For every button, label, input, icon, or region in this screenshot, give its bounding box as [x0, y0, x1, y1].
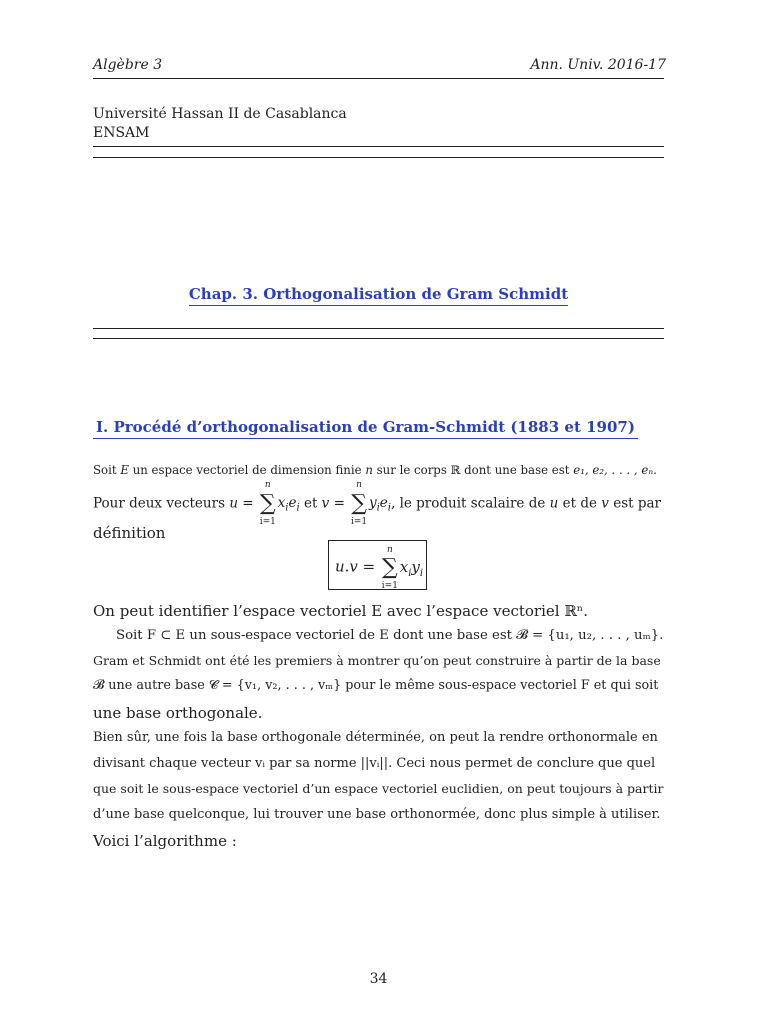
- paragraph-3-line-1: Soit F ⊂ E un sous-espace vectoriel de E dont une base est 𝓑 = {u₁, u₂, . . . , uₘ}.: [116, 628, 664, 643]
- chapter-rule-2: [93, 338, 664, 339]
- institution-name: Université Hassan II de Casablanca: [93, 106, 347, 122]
- text-span: un espace vectoriel de dimension finie: [132, 463, 362, 477]
- paragraph-4-line-4: d’une base quelconque, lui trouver une base orthonormée, donc plus simple à utiliser.: [93, 807, 661, 822]
- paragraph-5: Voici l’algorithme :: [93, 832, 237, 850]
- sum-symbol: n ∑ i=1: [381, 545, 398, 591]
- text-span: , le produit scalaire de: [390, 495, 546, 512]
- scalar-product-formula-box: [328, 540, 427, 590]
- institution-school: ENSAM: [93, 125, 150, 141]
- chapter-rule-1: [93, 328, 664, 329]
- paragraph-4-line-2: divisant chaque vecteur vᵢ par sa norme ||vᵢ||. Ceci nous permet de conclure que quel: [93, 756, 656, 771]
- paragraph-2: On peut identifier l’espace vectoriel E avec l’espace vectoriel ℝⁿ.: [93, 602, 589, 620]
- chapter-title-wrap: [0, 285, 757, 303]
- sum-symbol: n ∑ i=1: [351, 480, 368, 528]
- paragraph-1-line-2: Pour deux vecteurs u = n ∑ i=1 $x_ie_i$ et v = n ∑ i=1 $y_ie_i$, le produit scalaire de u et de v est par: [93, 480, 662, 528]
- institution-rule-2: [93, 157, 664, 158]
- paragraph-4-line-3: que soit le sous-espace vectoriel d’un espace vectoriel euclidien, on peut toujours à partir: [93, 781, 664, 796]
- section-title: I. Procédé d’orthogonalisation de Gram-Schmidt (1883 et 1907): [93, 418, 638, 439]
- header-rule: [93, 78, 664, 79]
- running-header-left: Algèbre 3: [93, 57, 163, 73]
- paragraph-1-line-3: définition: [93, 524, 166, 542]
- page-number: 34: [369, 971, 388, 987]
- institution-rule-1: [93, 146, 664, 147]
- text-span: Pour deux vecteurs: [93, 495, 226, 512]
- text-span: et de: [562, 495, 597, 512]
- math-basis: e₁, e₂, . . . , eₙ.: [573, 463, 657, 477]
- sum-symbol: n ∑ i=1: [259, 480, 276, 528]
- paragraph-3-line-4: une base orthogonale.: [93, 704, 263, 722]
- text-span: Soit: [93, 463, 117, 477]
- chapter-title: Chap. 3. Orthogonalisation de Gram Schmidt: [189, 285, 568, 306]
- scalar-product-formula: u.v = n ∑ i=1 $x_iy_i$: [335, 545, 424, 591]
- paragraph-1-line-1: Soit E un espace vectoriel de dimension finie n sur le corps ℝ dont une base est e₁, e₂, . . . , eₙ.: [93, 463, 657, 477]
- paragraph-3-line-2: Gram et Schmidt ont été les premiers à montrer qu’on peut construire à partir de la base: [93, 653, 661, 668]
- text-span: est par: [613, 495, 662, 512]
- section-title-wrap: [93, 418, 638, 439]
- paragraph-3-line-3: 𝓑 une autre base 𝓒 = {v₁, v₂, . . . , vₘ} pour le même sous-espace vectoriel F et qui soit: [93, 678, 659, 693]
- running-header-right: Ann. Univ. 2016-17: [530, 57, 666, 73]
- text-span: sur le corps ℝ dont une base est: [376, 463, 570, 477]
- paragraph-4-line-1: Bien sûr, une fois la base orthogonale déterminée, on peut la rendre orthonormale en: [93, 730, 658, 745]
